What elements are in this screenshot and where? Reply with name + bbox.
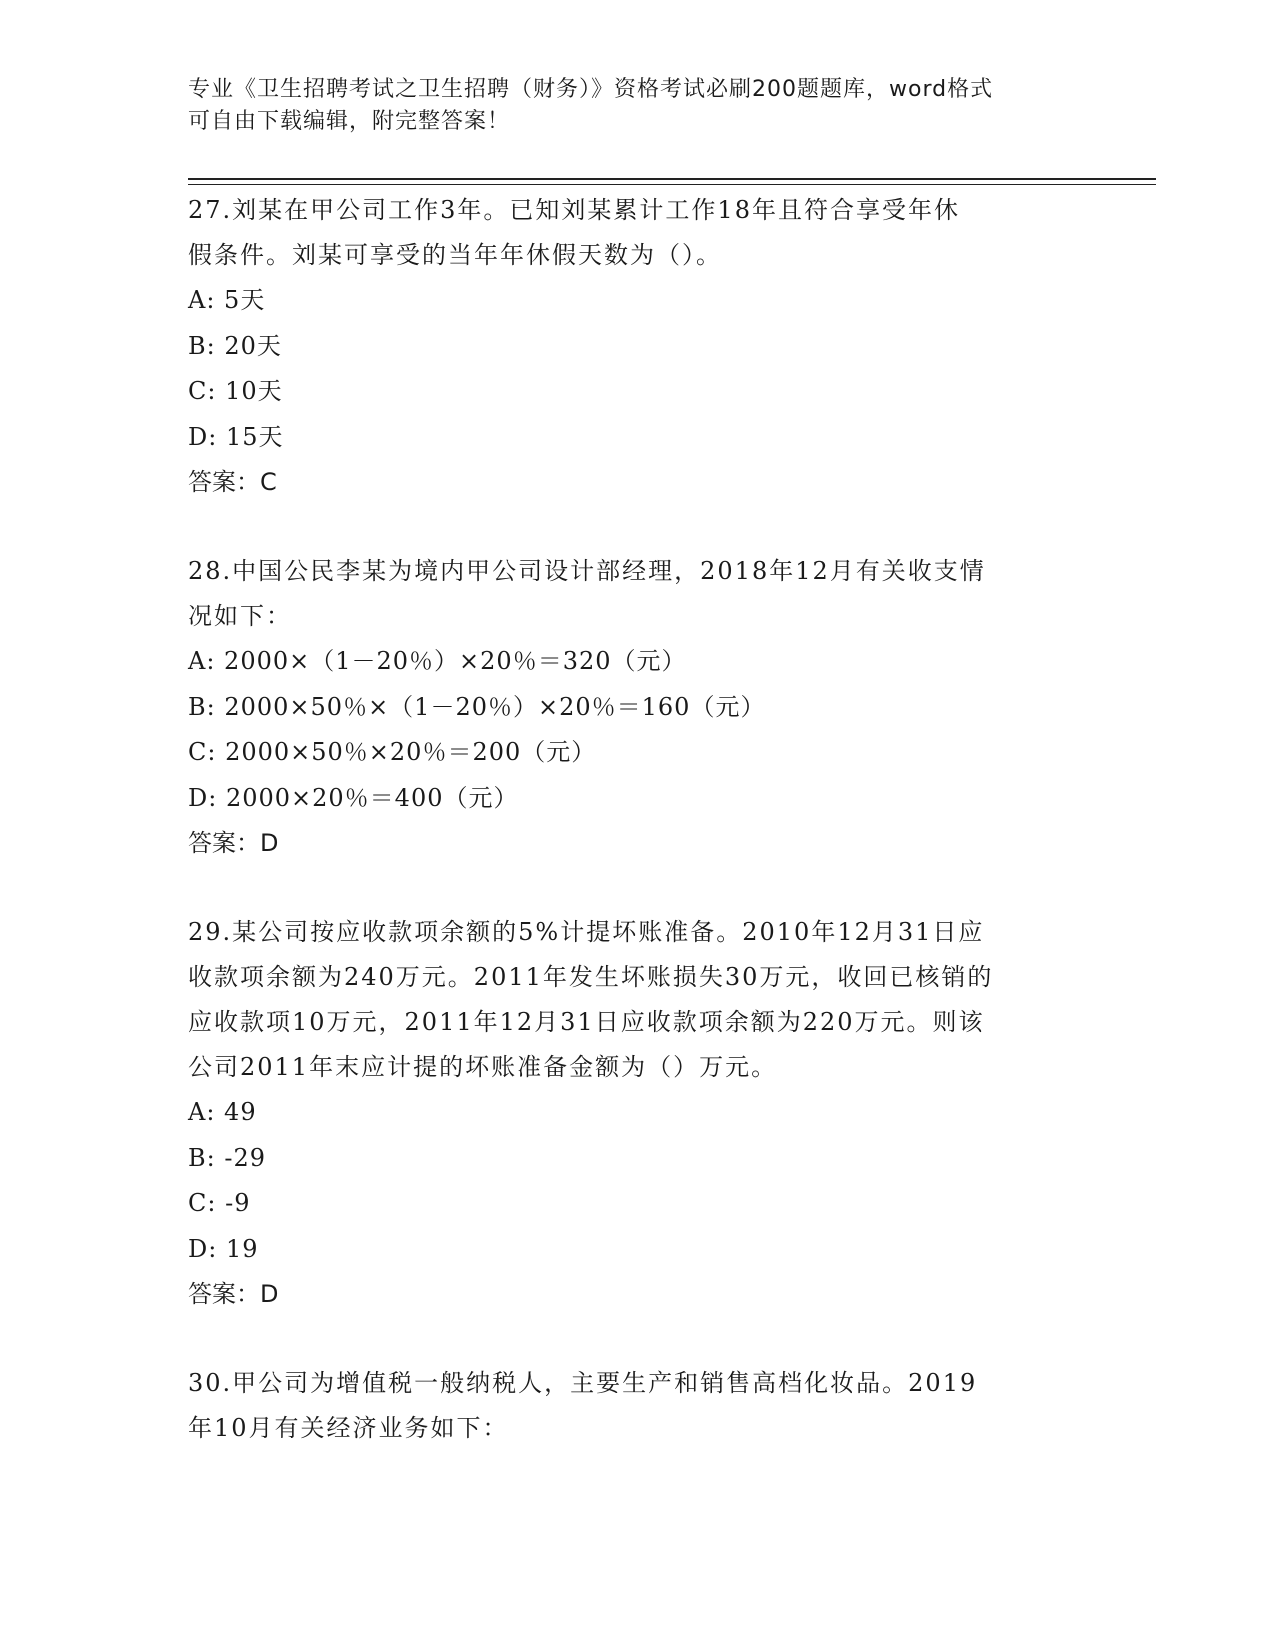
answer-option: D: 2000×20％＝400（元）: [188, 783, 519, 812]
question-stem-line: 应收款项10万元，2011年12月31日应收款项余额为220万元。则该: [188, 1008, 985, 1036]
answer-option: B: 20天: [188, 331, 282, 360]
header-line: 专业《卫生招聘考试之卫生招聘（财务）》资格考试必刷200题题库，word格式: [188, 77, 994, 102]
header-divider-thin: [188, 184, 1156, 185]
answer-option: A: 2000×（1－20％）×20％＝320（元）: [188, 647, 687, 675]
question-stem-line: 28.中国公民李某为境内甲公司设计部经理，2018年12月有关收支情: [188, 557, 986, 585]
answer-option: A: 5天: [188, 286, 266, 314]
answer-option: C: 10天: [188, 377, 283, 405]
answer-option: C: 2000×50％×20％＝200（元）: [188, 738, 597, 766]
question-stem-line: 30.甲公司为增值税一般纳税人，主要生产和销售高档化妆品。2019: [188, 1369, 978, 1397]
correct-answer: 答案：D: [188, 829, 279, 857]
question-block: [188, 188, 1088, 505]
document-header: [188, 74, 1088, 138]
answer-option: B: -29: [188, 1143, 266, 1172]
answer-option: D: 19: [188, 1234, 259, 1263]
question-block: [188, 1361, 1088, 1451]
answer-option: B: 2000×50％×（1－20％）×20％＝160（元）: [188, 692, 766, 721]
question-block: [188, 549, 1088, 866]
question-stem-line: 收款项余额为240万元。2011年发生坏账损失30万元，收回已核销的: [188, 963, 994, 991]
correct-answer: 答案：C: [188, 468, 277, 496]
answer-option: D: 15天: [188, 422, 284, 451]
question-list: [188, 188, 1088, 1495]
header-divider-thick: [188, 178, 1156, 180]
question-stem-line: 27.刘某在甲公司工作3年。已知刘某累计工作18年且符合享受年休: [188, 196, 960, 224]
question-stem-line: 假条件。刘某可享受的当年年休假天数为（）。: [188, 241, 722, 269]
question-stem-line: 公司2011年末应计提的坏账准备金额为（）万元。: [188, 1053, 778, 1081]
answer-option: C: -9: [188, 1189, 251, 1217]
question-stem-line: 29.某公司按应收款项余额的5%计提坏账准备。2010年12月31日应: [188, 918, 985, 946]
answer-option: A: 49: [188, 1098, 257, 1126]
question-stem-line: 况如下：: [188, 602, 292, 630]
header-line: 可自由下载编辑，附完整答案！: [188, 109, 511, 134]
correct-answer: 答案：D: [188, 1280, 279, 1308]
question-stem-line: 年10月有关经济业务如下：: [188, 1414, 509, 1442]
question-block: [188, 910, 1088, 1317]
